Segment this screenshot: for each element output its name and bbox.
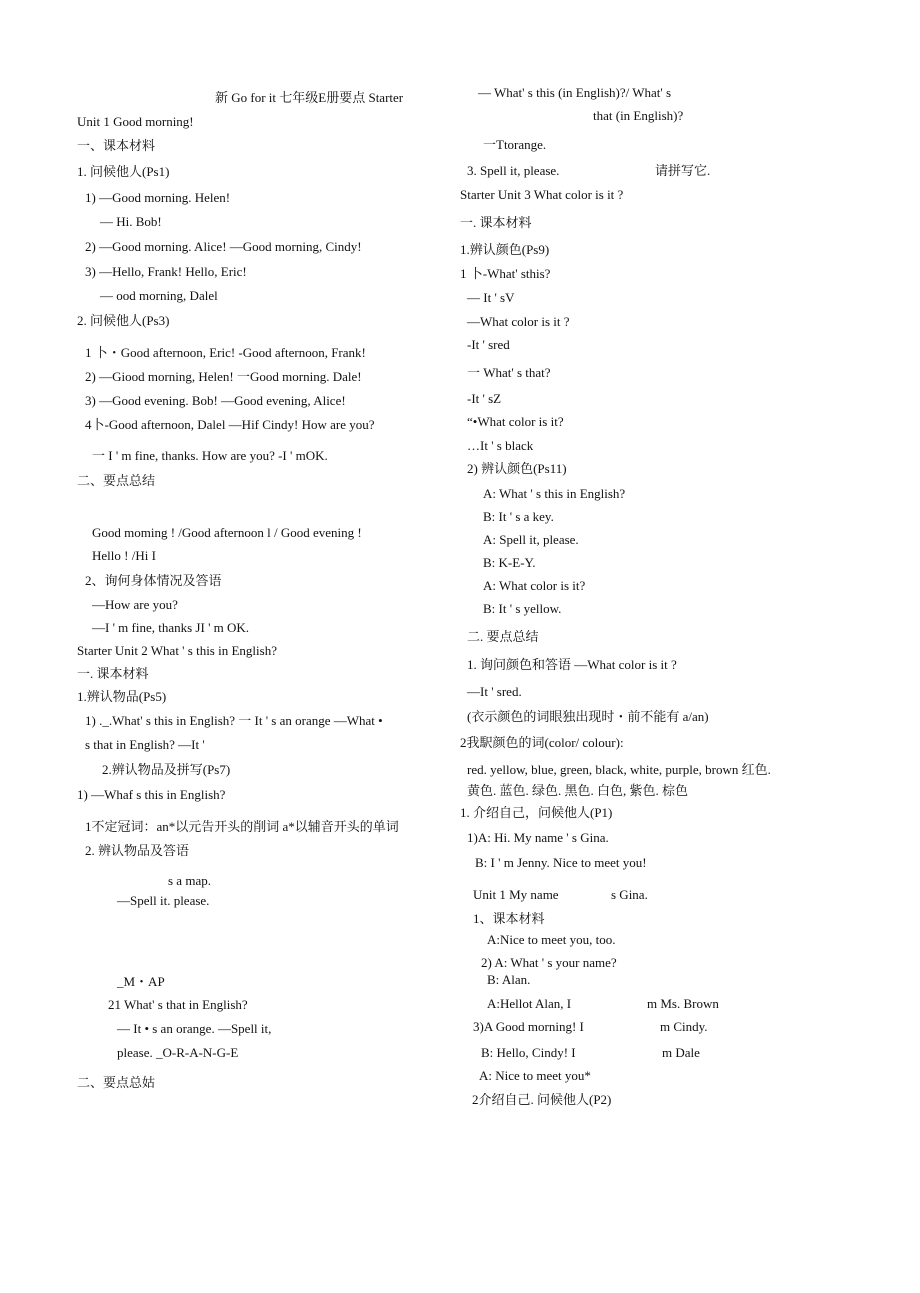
text-line: 4卜-Good afternoon, Dalel —Hif Cindy! How are you? — [85, 417, 375, 432]
text-line: 请拼写它. — [655, 163, 711, 178]
text-line: 3) —Hello, Frank! Hello, Eric! — [85, 264, 247, 279]
text-line: —I ' m fine, thanks JI ' m OK. — [92, 620, 250, 635]
text-line: (衣示颜色的词眼独出现时・前不能有 a/an) — [467, 709, 709, 724]
text-line: —What color is it ? — [467, 314, 570, 329]
doc-title: 新 Go for it 七年级E册要点 Starter — [215, 90, 404, 105]
text-line: 2) —Giood morning, Helen! 一Good morning. Dale! — [85, 369, 362, 384]
text-line: 1. 询问颜色和答语 —What color is it ? — [467, 657, 677, 672]
unit-heading: Starter Unit 2 What ' s this in English? — [77, 643, 277, 658]
text-line: …It ' s black — [467, 438, 534, 453]
text-line: A:Nice to meet you, too. — [487, 932, 616, 947]
text-line: A: What ' s this in English? — [483, 486, 626, 501]
text-line: -It ' sred — [467, 337, 510, 352]
text-line: 2介绍自己. 问候他人(P2) — [472, 1092, 612, 1107]
text-line: 2. 辨认物品及答语 — [85, 843, 190, 858]
text-line: please. _O-R-A-N-G-E — [117, 1045, 239, 1060]
text-line: 一 I ' m fine, thanks. How are you? -I ' mOK. — [92, 448, 328, 463]
text-line: s a map. — [168, 873, 211, 888]
text-line: 2我駅颜色的词(color/ colour): — [460, 735, 624, 750]
text-line: 1) —Whaf s this in English? — [77, 787, 226, 802]
text-line: 3. Spell it, please. — [467, 163, 560, 178]
text-line: 1 卜-What' sthis? — [460, 266, 551, 281]
text-line: 1. 问候他人(Ps1) — [77, 164, 170, 179]
text-line: “•What color is it? — [467, 414, 564, 429]
text-line: m Dale — [662, 1045, 700, 1060]
text-line: 1)A: Hi. My name ' s Gina. — [467, 830, 609, 845]
text-line: m Ms. Brown — [647, 996, 719, 1011]
text-line: 2. 问候他人(Ps3) — [77, 313, 170, 328]
text-line: 2) —Good morning. Alice! —Good morning, Cindy! — [85, 239, 362, 254]
text-line: 2、询何身体情况及答语 — [85, 573, 222, 588]
text-line: —How are you? — [92, 597, 178, 612]
text-line: B: It ' s a key. — [483, 509, 554, 524]
unit-heading: Unit 1 Good morning! — [77, 114, 194, 129]
text-line: that (in English)? — [593, 108, 684, 123]
text-line: 1. 介绍自己，问候他人(P1) — [460, 805, 613, 820]
text-line: 1) ._.What' s this in English? 一 It ' s an orange —What • — [85, 713, 383, 728]
text-line: s that in English? —It ' — [85, 737, 205, 752]
text-line: 1.辨认颜色(Ps9) — [460, 242, 550, 257]
text-line: _M・AP — [117, 974, 165, 989]
text-line: 1) —Good morning. Helen! — [85, 190, 231, 205]
text-line: — It • s an orange. —Spell it, — [117, 1021, 272, 1036]
text-line: 黄色. 蓝色. 绿色. 黑色. 白色, 紫色. 棕色 — [467, 783, 689, 798]
text-line: 2) 辨认颜色(Ps11) — [467, 461, 567, 476]
text-line: red. yellow, blue, green, black, white, purple, brown 红色. — [467, 762, 771, 777]
text-line: 一Ttorange. — [483, 137, 547, 152]
text-line: A:Hellot Alan, I — [487, 996, 572, 1011]
section-heading: 二. 要点总结 — [467, 629, 539, 644]
unit-heading: Starter Unit 3 What color is it ? — [460, 187, 624, 202]
text-line: — It ' sV — [467, 290, 515, 305]
text-line: -It ' sZ — [467, 391, 502, 406]
text-line: B: Alan. — [487, 972, 531, 987]
text-line: A: Spell it, please. — [483, 532, 579, 547]
text-line: B: It ' s yellow. — [483, 601, 562, 616]
text-line: 2.辨认物品及拼写(Ps7) — [102, 762, 231, 777]
section-heading: 二、要点总姑 — [77, 1075, 156, 1090]
text-line: B: K-E-Y. — [483, 555, 536, 570]
unit-heading: s Gina. — [611, 887, 648, 902]
text-line: 1不定冠词：an*以元告开头的削词 a*以辅音开头的单词 — [85, 819, 399, 834]
text-line: — What' s this (in English)?/ What' s — [478, 85, 672, 100]
text-line: Good moming ! /Good afternoon l / Good evening ! — [92, 525, 362, 540]
text-line: — ood morning, Dalel — [100, 288, 218, 303]
text-line: 一 What' s that? — [467, 365, 551, 380]
text-line: 2) A: What ' s your name? — [481, 955, 617, 970]
text-line: 3) —Good evening. Bob! —Good evening, Alice! — [85, 393, 346, 408]
text-line: 1.辨认物品(Ps5) — [77, 689, 167, 704]
section-heading: 一. 课本材料 — [460, 215, 532, 230]
text-line: A: Nice to meet you* — [479, 1068, 591, 1083]
text-line: 21 What' s that in English? — [108, 997, 248, 1012]
text-line: Hello ! /Hi I — [92, 548, 156, 563]
unit-heading: Unit 1 My name — [473, 887, 559, 902]
section-heading: 一、课本材料 — [77, 138, 156, 153]
text-line: B: Hello, Cindy! I — [481, 1045, 576, 1060]
text-line: m Cindy. — [660, 1019, 708, 1034]
section-heading: 一. 课本材料 — [77, 666, 149, 681]
section-heading: 1、课本材料 — [473, 911, 545, 926]
text-line: —It ' sred. — [467, 684, 522, 699]
text-line: 3)A Good morning! I — [473, 1019, 584, 1034]
text-line: — Hi. Bob! — [100, 214, 162, 229]
text-line: —Spell it. please. — [117, 893, 210, 908]
text-line: 1 卜・Good afternoon, Eric! -Good afternoon, Frank! — [85, 345, 366, 360]
section-heading: 二、要点总结 — [77, 473, 156, 488]
text-line: B: I ' m Jenny. Nice to meet you! — [475, 855, 647, 870]
text-line: A: What color is it? — [483, 578, 586, 593]
